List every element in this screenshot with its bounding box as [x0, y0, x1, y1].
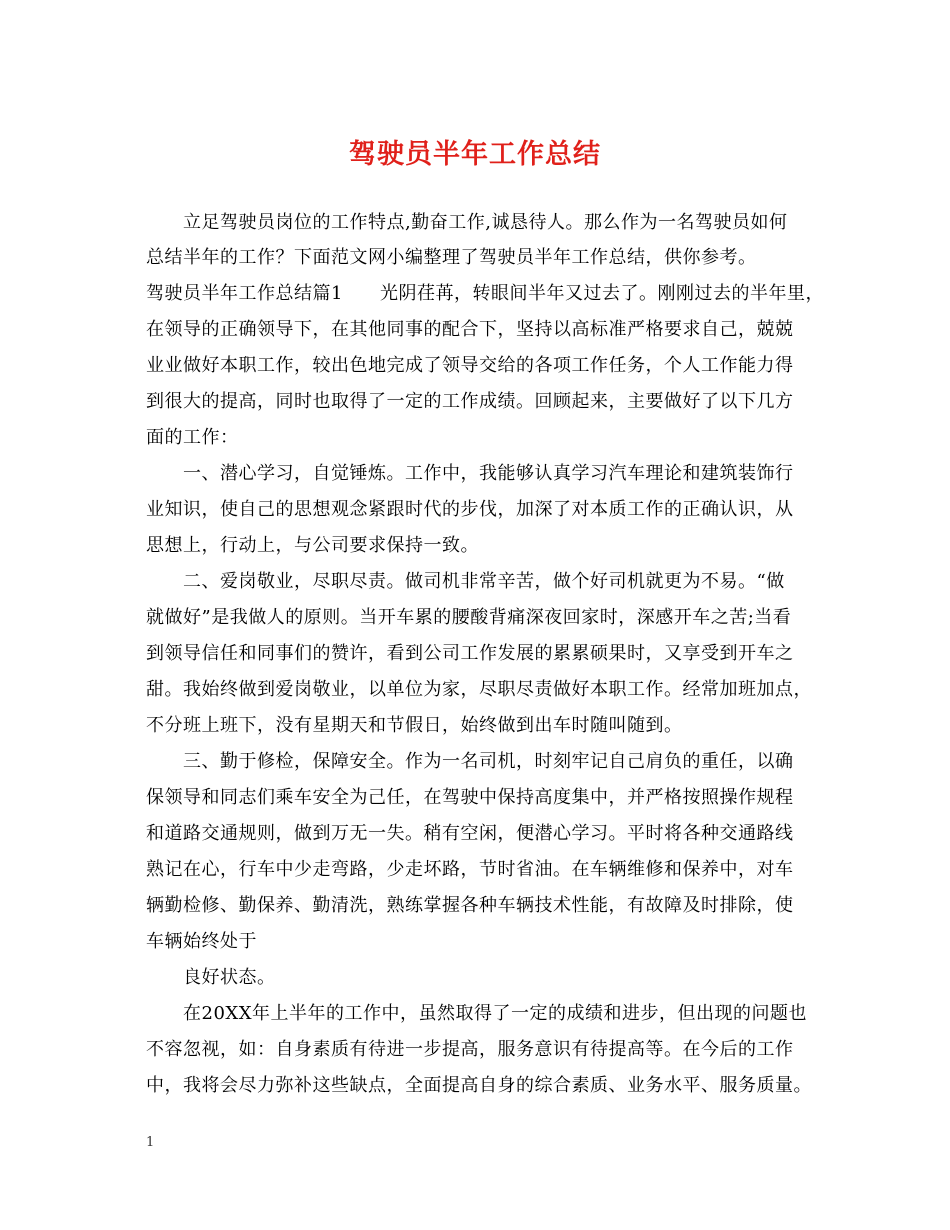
- paragraph-line: 三、勤于修检，保障安全。作为一名司机，时刻牢记自己肩负的重任，以确: [183, 751, 794, 772]
- paragraph-line: 思想上，行动上，与公司要求保持一致。: [146, 535, 479, 556]
- paragraph-line: 立足驾驶员岗位的工作特点,勤奋工作,诚恳待人。那么作为一名驾驶员如何: [183, 212, 788, 233]
- paragraph-line: 和道路交通规则，做到万无一失。稍有空闲，便潜心学习。平时将各种交通路线: [146, 823, 794, 844]
- paragraph-line: 不容忽视，如：自身素质有待进一步提高，服务意识有待提高等。在今后的工作: [146, 1039, 794, 1060]
- paragraph-line: 一、潜心学习，自觉锤炼。工作中，我能够认真学习汽车理论和建筑装饰行: [183, 463, 794, 484]
- paragraph-line: 驾驶员半年工作总结篇1 光阴荏苒，转眼间半年又过去了。刚刚过去的半年里，: [146, 283, 824, 304]
- paragraph-line: 就做好”是我做人的原则。当开车累的腰酸背痛深夜回家时，深感开车之苦;当看: [146, 607, 792, 628]
- page-number: 1: [146, 1135, 155, 1150]
- paragraph-line: 辆勤检修、勤保养、勤清洗，熟练掌握各种车辆技术性能，有故障及时排除，使: [146, 895, 794, 916]
- paragraph-line: 中，我将会尽力弥补这些缺点，全面提高自身的综合素质、业务水平、服务质量。: [146, 1075, 812, 1096]
- paragraph-line: 车辆始终处于: [146, 931, 257, 952]
- document-title: 驾驶员半年工作总结: [349, 139, 601, 170]
- paragraph-line: 业知识，使自己的思想观念紧跟时代的步伐，加深了对本质工作的正确认识，从: [146, 499, 794, 520]
- paragraph-line: 总结半年的工作？下面范文网小编整理了驾驶员半年工作总结，供你参考。: [146, 247, 757, 268]
- paragraph-line: 不分班上班下，没有星期天和节假日，始终做到出车时随叫随到。: [146, 715, 683, 736]
- paragraph-line: 保领导和同志们乘车安全为己任，在驾驶中保持高度集中，并严格按照操作规程: [146, 787, 794, 808]
- paragraph-line: 业业做好本职工作，较出色地完成了领导交给的各项工作任务，个人工作能力得: [146, 355, 794, 376]
- paragraph-line: 面的工作：: [146, 427, 239, 448]
- paragraph-line: 熟记在心，行车中少走弯路，少走坏路，节时省油。在车辆维修和保养中，对车: [146, 859, 794, 880]
- paragraph-line: 到领导信任和同事们的赞许，看到公司工作发展的累累硕果时，又享受到开车之: [146, 643, 794, 664]
- paragraph-line: 到很大的提高，同时也取得了一定的工作成绩。回顾起来，主要做好了以下几方: [146, 391, 794, 412]
- paragraph-line: 良好状态。: [183, 967, 276, 988]
- paragraph-line: 二、爱岗敬业，尽职尽责。做司机非常辛苦，做个好司机就更为不易。“做: [183, 571, 785, 592]
- paragraph-line: 甜。我始终做到爱岗敬业，以单位为家，尽职尽责做好本职工作。经常加班加点，: [146, 679, 812, 700]
- paragraph-line: 在20XX年上半年的工作中，虽然取得了一定的成绩和进步，但出现的问题也: [183, 1003, 808, 1024]
- paragraph-line: 在领导的正确领导下，在其他同事的配合下，坚持以高标准严格要求自己，兢兢: [146, 319, 794, 340]
